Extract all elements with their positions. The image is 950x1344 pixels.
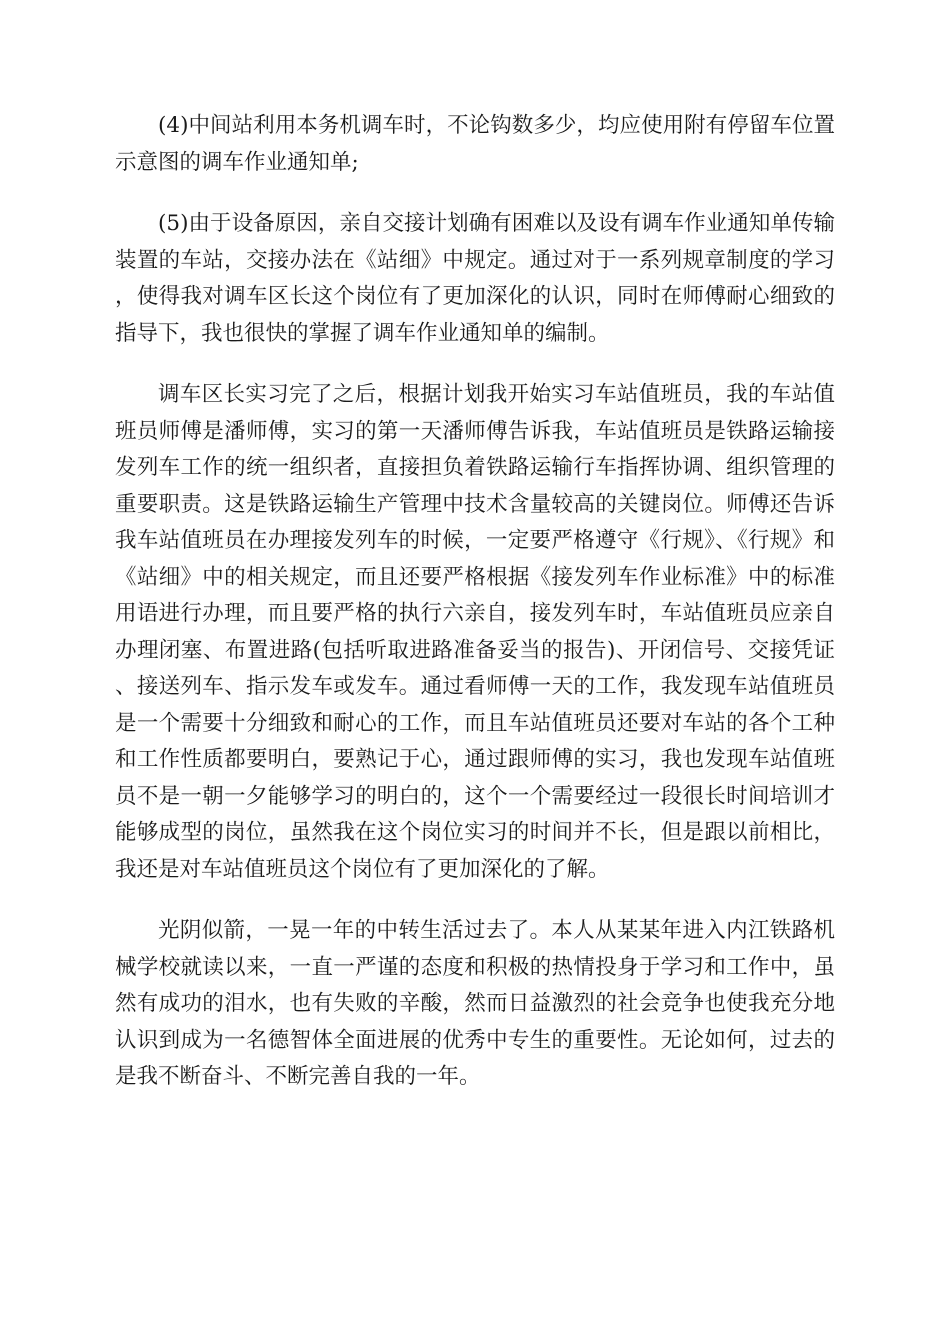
paragraph-item-5: (5)由于设备原因，亲自交接计划确有困难以及设有调车作业通知单传输装置的车站，交接办法在《站细》中规定。通过对于一系列规章制度的学习，使得我对调车区长这个岗位有了更加深化的认识，同时在师傅耐心细致的指导下，我也很快的掌握了调车作业通知单的编制。 (115, 211, 835, 346)
paragraph-station-duty-officer: 调车区长实习完了之后，根据计划我开始实习车站值班员，我的车站值班员师傅是潘师傅，实习的第一天潘师傅告诉我，车站值班员是铁路运输接发列车工作的统一组织者，直接担负着铁路运输行车指挥协调、组织管理的重要职责。这是铁路运输生产管理中技术含量较高的关键岗位。师傅还告诉我车站值班员在办理接发列车的时候，一定要严格遵守《行规》、《行规》和《站细》中的相关规定，而且还要严格根据《接发列车作业标准》中的标准用语进行办理，而且要严格的执行六亲自，接发列车时，车站值班员应亲自办理闭塞、布置进路(包括听取进路准备妥当的报告)、开闭信号、交接凭证、接送列车、指示发车或发车。通过看师傅一天的工作，我发现车站值班员是一个需要十分细致和耐心的工作，而且车站值班员还要对车站的各个工种和工作性质都要明白，要熟记于心，通过跟师傅的实习，我也发现车站值班员不是一朝一夕能够学习的明白的，这个一个需要经过一段很长时间培训才能够成型的岗位，虽然我在这个岗位实习的时间并不长，但是跟以前相比，我还是对车站值班员这个岗位有了更加深化的了解。 (115, 382, 835, 882)
paragraph-conclusion: 光阴似箭，一晃一年的中转生活过去了。本人从某某年进入内江铁路机械学校就读以来，一直一严谨的态度和积极的热情投身于学习和工作中，虽然有成功的泪水，也有失败的辛酸，然而日益激烈的社会竞争也使我充分地认识到成为一名德智体全面进展的优秀中专生的重要性。无论如何，过去的是我不断奋斗、不断完善自我的一年。 (115, 918, 835, 1089)
document-body (115, 108, 835, 1096)
paragraph-item-4: (4)中间站利用本务机调车时，不论钩数多少，均应使用附有停留车位置示意图的调车作业通知单; (115, 113, 835, 175)
